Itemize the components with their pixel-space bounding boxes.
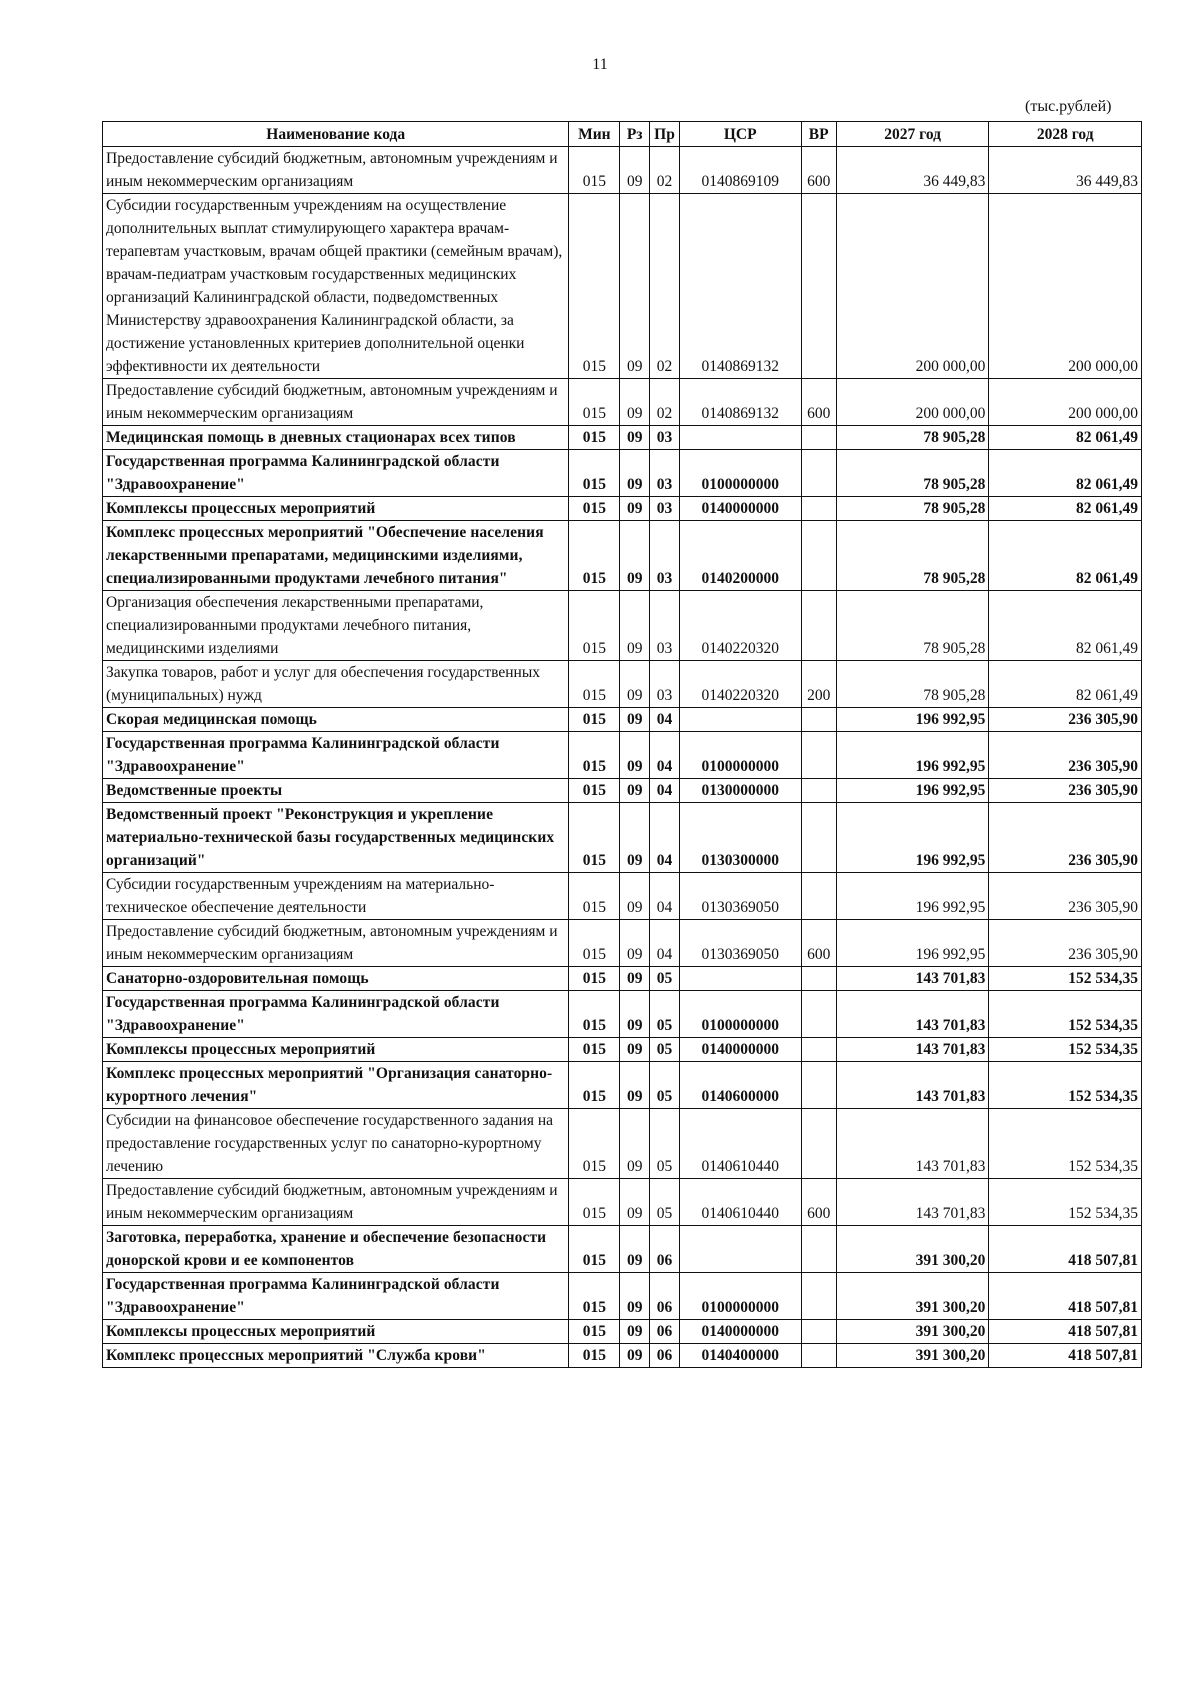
- cell-name: Предоставление субсидий бюджетным, автономным учреждениям и иным некоммерческим организациям: [103, 920, 569, 967]
- cell-rz: 09: [620, 1273, 650, 1320]
- cell-vr: [801, 426, 836, 450]
- cell-min: 015: [569, 873, 620, 920]
- cell-csr: [679, 426, 801, 450]
- cell-name: Предоставление субсидий бюджетным, автономным учреждениям и иным некоммерческим организациям: [103, 147, 569, 194]
- cell-pr: 05: [650, 967, 680, 991]
- cell-rz: 09: [620, 426, 650, 450]
- cell-min: 015: [569, 1062, 620, 1109]
- cell-vr: [801, 732, 836, 779]
- cell-2027: 78 905,28: [836, 661, 989, 708]
- cell-min: 015: [569, 379, 620, 426]
- cell-vr: [801, 873, 836, 920]
- cell-rz: 09: [620, 991, 650, 1038]
- units-note: (тыс.рублей): [1025, 98, 1112, 115]
- cell-name: Субсидии государственным учреждениям на осуществление дополнительных выплат стимулирующего характера врачам-терапевтам участковым, врачам общей практики (семейным врачам), врачам-педиатрам участковым государственных медицинских организаций Калининградской области, подведомственных Министерству здравоохранения Калининградской области, за достижение установленных критериев дополнительной оценки эффективности их деятельности: [103, 194, 569, 379]
- cell-pr: 05: [650, 1109, 680, 1179]
- cell-2027: 196 992,95: [836, 708, 989, 732]
- table-row: [103, 1038, 1142, 1062]
- cell-name: Комплекс процессных мероприятий "Обеспечение населения лекарственными препаратами, медицинскими изделиями, специализированными продуктами лечебного питания": [103, 521, 569, 591]
- table-row: [103, 450, 1142, 497]
- cell-vr: [801, 194, 836, 379]
- page-number: 11: [592, 56, 608, 73]
- table-row: [103, 426, 1142, 450]
- cell-csr: 0100000000: [679, 732, 801, 779]
- cell-min: 015: [569, 1179, 620, 1226]
- table-row: [103, 967, 1142, 991]
- cell-2027: 391 300,20: [836, 1344, 989, 1368]
- cell-name: Субсидии государственным учреждениям на материально-техническое обеспечение деятельности: [103, 873, 569, 920]
- cell-2027: 196 992,95: [836, 803, 989, 873]
- cell-2027: 143 701,83: [836, 1179, 989, 1226]
- cell-2028: 418 507,81: [989, 1344, 1142, 1368]
- cell-rz: 09: [620, 1179, 650, 1226]
- cell-pr: 03: [650, 426, 680, 450]
- cell-csr: 0100000000: [679, 991, 801, 1038]
- cell-vr: [801, 1273, 836, 1320]
- cell-min: 015: [569, 591, 620, 661]
- cell-rz: 09: [620, 450, 650, 497]
- table-row: [103, 708, 1142, 732]
- cell-min: 015: [569, 967, 620, 991]
- cell-2028: 82 061,49: [989, 426, 1142, 450]
- table-row: [103, 521, 1142, 591]
- cell-csr: 0100000000: [679, 450, 801, 497]
- cell-rz: 09: [620, 803, 650, 873]
- cell-rz: 09: [620, 1344, 650, 1368]
- cell-pr: 02: [650, 379, 680, 426]
- cell-min: 015: [569, 497, 620, 521]
- cell-rz: 09: [620, 732, 650, 779]
- cell-pr: 05: [650, 1179, 680, 1226]
- cell-2027: 78 905,28: [836, 521, 989, 591]
- cell-name: Государственная программа Калининградской области "Здравоохранение": [103, 991, 569, 1038]
- cell-min: 015: [569, 194, 620, 379]
- cell-vr: [801, 803, 836, 873]
- cell-rz: 09: [620, 194, 650, 379]
- cell-name: Медицинская помощь в дневных стационарах всех типов: [103, 426, 569, 450]
- cell-rz: 09: [620, 1038, 650, 1062]
- header-pr: Пр: [650, 122, 680, 147]
- cell-pr: 03: [650, 521, 680, 591]
- cell-min: 015: [569, 991, 620, 1038]
- cell-csr: 0140220320: [679, 661, 801, 708]
- cell-name: Комплекс процессных мероприятий "Организация санаторно-курортного лечения": [103, 1062, 569, 1109]
- cell-csr: [679, 1226, 801, 1273]
- cell-2027: 200 000,00: [836, 194, 989, 379]
- cell-min: 015: [569, 779, 620, 803]
- cell-min: 015: [569, 521, 620, 591]
- table-row: [103, 1344, 1142, 1368]
- cell-name: Организация обеспечения лекарственными препаратами, специализированными продуктами лечебного питания, медицинскими изделиями: [103, 591, 569, 661]
- cell-2027: 196 992,95: [836, 873, 989, 920]
- table-row: [103, 661, 1142, 708]
- cell-pr: 03: [650, 450, 680, 497]
- cell-2027: 78 905,28: [836, 426, 989, 450]
- cell-vr: [801, 1109, 836, 1179]
- cell-rz: 09: [620, 1320, 650, 1344]
- cell-pr: 03: [650, 661, 680, 708]
- cell-2028: 200 000,00: [989, 379, 1142, 426]
- cell-vr: [801, 1062, 836, 1109]
- cell-2027: 391 300,20: [836, 1273, 989, 1320]
- cell-2028: 82 061,49: [989, 521, 1142, 591]
- cell-vr: 600: [801, 920, 836, 967]
- header-rz: Рз: [620, 122, 650, 147]
- cell-name: Государственная программа Калининградской области "Здравоохранение": [103, 450, 569, 497]
- cell-pr: 04: [650, 803, 680, 873]
- cell-pr: 04: [650, 779, 680, 803]
- cell-rz: 09: [620, 521, 650, 591]
- cell-csr: 0140600000: [679, 1062, 801, 1109]
- cell-2028: 152 534,35: [989, 967, 1142, 991]
- cell-2027: 78 905,28: [836, 450, 989, 497]
- cell-pr: 05: [650, 991, 680, 1038]
- cell-2027: 196 992,95: [836, 732, 989, 779]
- header-vr: ВР: [801, 122, 836, 147]
- cell-vr: 600: [801, 147, 836, 194]
- table-row: [103, 379, 1142, 426]
- cell-2028: 418 507,81: [989, 1273, 1142, 1320]
- header-name: Наименование кода: [103, 122, 569, 147]
- cell-csr: 0140610440: [679, 1179, 801, 1226]
- cell-pr: 03: [650, 497, 680, 521]
- cell-2028: 236 305,90: [989, 873, 1142, 920]
- cell-2028: 82 061,49: [989, 661, 1142, 708]
- cell-2028: 36 449,83: [989, 147, 1142, 194]
- cell-2028: 418 507,81: [989, 1226, 1142, 1273]
- cell-name: Ведомственные проекты: [103, 779, 569, 803]
- cell-min: 015: [569, 732, 620, 779]
- cell-vr: [801, 521, 836, 591]
- cell-2027: 143 701,83: [836, 1109, 989, 1179]
- cell-csr: 0100000000: [679, 1273, 801, 1320]
- cell-2028: 236 305,90: [989, 920, 1142, 967]
- cell-name: Субсидии на финансовое обеспечение государственного задания на предоставление государственных услуг по санаторно-курортному лечению: [103, 1109, 569, 1179]
- cell-vr: [801, 591, 836, 661]
- cell-2027: 143 701,83: [836, 967, 989, 991]
- cell-rz: 09: [620, 873, 650, 920]
- cell-2028: 418 507,81: [989, 1320, 1142, 1344]
- cell-csr: 0140000000: [679, 1320, 801, 1344]
- cell-name: Комплексы процессных мероприятий: [103, 497, 569, 521]
- cell-csr: 0140220320: [679, 591, 801, 661]
- cell-pr: 06: [650, 1226, 680, 1273]
- cell-pr: 05: [650, 1062, 680, 1109]
- cell-min: 015: [569, 450, 620, 497]
- cell-2027: 78 905,28: [836, 591, 989, 661]
- cell-2027: 196 992,95: [836, 920, 989, 967]
- cell-min: 015: [569, 920, 620, 967]
- table-row: [103, 591, 1142, 661]
- cell-name: Заготовка, переработка, хранение и обеспечение безопасности донорской крови и ее компонентов: [103, 1226, 569, 1273]
- cell-2027: 36 449,83: [836, 147, 989, 194]
- cell-csr: 0140869109: [679, 147, 801, 194]
- cell-vr: [801, 708, 836, 732]
- header-2028: 2028 год: [989, 122, 1142, 147]
- cell-pr: 03: [650, 591, 680, 661]
- table-row: [103, 873, 1142, 920]
- table-row: [103, 497, 1142, 521]
- cell-2027: 143 701,83: [836, 991, 989, 1038]
- table-body: [103, 147, 1142, 1368]
- cell-pr: 04: [650, 732, 680, 779]
- cell-name: Предоставление субсидий бюджетным, автономным учреждениям и иным некоммерческим организациям: [103, 379, 569, 426]
- cell-2027: 391 300,20: [836, 1226, 989, 1273]
- cell-name: Комплексы процессных мероприятий: [103, 1038, 569, 1062]
- cell-min: 015: [569, 426, 620, 450]
- cell-rz: 09: [620, 967, 650, 991]
- cell-2028: 82 061,49: [989, 497, 1142, 521]
- cell-2028: 236 305,90: [989, 779, 1142, 803]
- cell-pr: 06: [650, 1273, 680, 1320]
- table-row: [103, 920, 1142, 967]
- cell-vr: [801, 991, 836, 1038]
- cell-2028: 236 305,90: [989, 803, 1142, 873]
- header-min: Мин: [569, 122, 620, 147]
- cell-pr: 06: [650, 1344, 680, 1368]
- cell-pr: 04: [650, 920, 680, 967]
- cell-2027: 200 000,00: [836, 379, 989, 426]
- cell-2028: 200 000,00: [989, 194, 1142, 379]
- cell-min: 015: [569, 1226, 620, 1273]
- cell-vr: 200: [801, 661, 836, 708]
- cell-2028: 82 061,49: [989, 450, 1142, 497]
- cell-2027: 78 905,28: [836, 497, 989, 521]
- cell-name: Комплексы процессных мероприятий: [103, 1320, 569, 1344]
- cell-min: 015: [569, 1109, 620, 1179]
- table-row: [103, 803, 1142, 873]
- cell-csr: [679, 708, 801, 732]
- cell-2028: 152 534,35: [989, 1038, 1142, 1062]
- cell-min: 015: [569, 1344, 620, 1368]
- table-row: [103, 732, 1142, 779]
- cell-vr: [801, 1226, 836, 1273]
- cell-2027: 391 300,20: [836, 1320, 989, 1344]
- header-2027: 2027 год: [836, 122, 989, 147]
- cell-2028: 236 305,90: [989, 732, 1142, 779]
- cell-vr: 600: [801, 1179, 836, 1226]
- cell-csr: 0140200000: [679, 521, 801, 591]
- cell-rz: 09: [620, 1226, 650, 1273]
- cell-min: 015: [569, 1320, 620, 1344]
- cell-rz: 09: [620, 1062, 650, 1109]
- cell-name: Государственная программа Калининградской области "Здравоохранение": [103, 1273, 569, 1320]
- cell-vr: [801, 1344, 836, 1368]
- cell-csr: 0130000000: [679, 779, 801, 803]
- cell-rz: 09: [620, 591, 650, 661]
- cell-2028: 152 534,35: [989, 1179, 1142, 1226]
- cell-min: 015: [569, 661, 620, 708]
- table-header-row: [103, 122, 1142, 147]
- cell-vr: [801, 1038, 836, 1062]
- cell-csr: 0140400000: [679, 1344, 801, 1368]
- cell-pr: 02: [650, 147, 680, 194]
- cell-min: 015: [569, 1273, 620, 1320]
- cell-2027: 143 701,83: [836, 1038, 989, 1062]
- cell-name: Санаторно-оздоровительная помощь: [103, 967, 569, 991]
- table-row: [103, 1109, 1142, 1179]
- cell-name: Скорая медицинская помощь: [103, 708, 569, 732]
- cell-2028: 152 534,35: [989, 1062, 1142, 1109]
- cell-name: Предоставление субсидий бюджетным, автономным учреждениям и иным некоммерческим организациям: [103, 1179, 569, 1226]
- table-row: [103, 1226, 1142, 1273]
- cell-pr: 05: [650, 1038, 680, 1062]
- cell-2027: 143 701,83: [836, 1062, 989, 1109]
- cell-2027: 196 992,95: [836, 779, 989, 803]
- cell-vr: [801, 779, 836, 803]
- cell-csr: 0130369050: [679, 920, 801, 967]
- cell-vr: [801, 1320, 836, 1344]
- table-row: [103, 1273, 1142, 1320]
- cell-2028: 82 061,49: [989, 591, 1142, 661]
- cell-rz: 09: [620, 497, 650, 521]
- cell-min: 015: [569, 147, 620, 194]
- cell-csr: 0130300000: [679, 803, 801, 873]
- cell-csr: 0140610440: [679, 1109, 801, 1179]
- cell-pr: 02: [650, 194, 680, 379]
- table-row: [103, 1179, 1142, 1226]
- cell-2028: 152 534,35: [989, 1109, 1142, 1179]
- cell-rz: 09: [620, 1109, 650, 1179]
- cell-pr: 04: [650, 708, 680, 732]
- table-row: [103, 1320, 1142, 1344]
- cell-rz: 09: [620, 920, 650, 967]
- cell-min: 015: [569, 1038, 620, 1062]
- cell-name: Закупка товаров, работ и услуг для обеспечения государственных (муниципальных) нужд: [103, 661, 569, 708]
- cell-rz: 09: [620, 147, 650, 194]
- cell-vr: [801, 450, 836, 497]
- cell-min: 015: [569, 708, 620, 732]
- table-row: [103, 147, 1142, 194]
- cell-2028: 152 534,35: [989, 991, 1142, 1038]
- cell-vr: [801, 967, 836, 991]
- table-row: [103, 1062, 1142, 1109]
- cell-pr: 04: [650, 873, 680, 920]
- cell-csr: 0130369050: [679, 873, 801, 920]
- cell-pr: 06: [650, 1320, 680, 1344]
- cell-csr: 0140869132: [679, 379, 801, 426]
- cell-csr: [679, 967, 801, 991]
- table-row: [103, 194, 1142, 379]
- cell-vr: [801, 497, 836, 521]
- header-csr: ЦСР: [679, 122, 801, 147]
- cell-csr: 0140000000: [679, 1038, 801, 1062]
- cell-min: 015: [569, 803, 620, 873]
- cell-csr: 0140000000: [679, 497, 801, 521]
- cell-vr: 600: [801, 379, 836, 426]
- cell-2028: 236 305,90: [989, 708, 1142, 732]
- cell-rz: 09: [620, 379, 650, 426]
- cell-rz: 09: [620, 661, 650, 708]
- cell-csr: 0140869132: [679, 194, 801, 379]
- budget-table: [102, 121, 1142, 1368]
- cell-name: Государственная программа Калининградской области "Здравоохранение": [103, 732, 569, 779]
- cell-name: Ведомственный проект "Реконструкция и укрепление материально-технической базы государственных медицинских организаций": [103, 803, 569, 873]
- cell-rz: 09: [620, 779, 650, 803]
- table-row: [103, 991, 1142, 1038]
- table-row: [103, 779, 1142, 803]
- cell-rz: 09: [620, 708, 650, 732]
- cell-name: Комплекс процессных мероприятий "Служба крови": [103, 1344, 569, 1368]
